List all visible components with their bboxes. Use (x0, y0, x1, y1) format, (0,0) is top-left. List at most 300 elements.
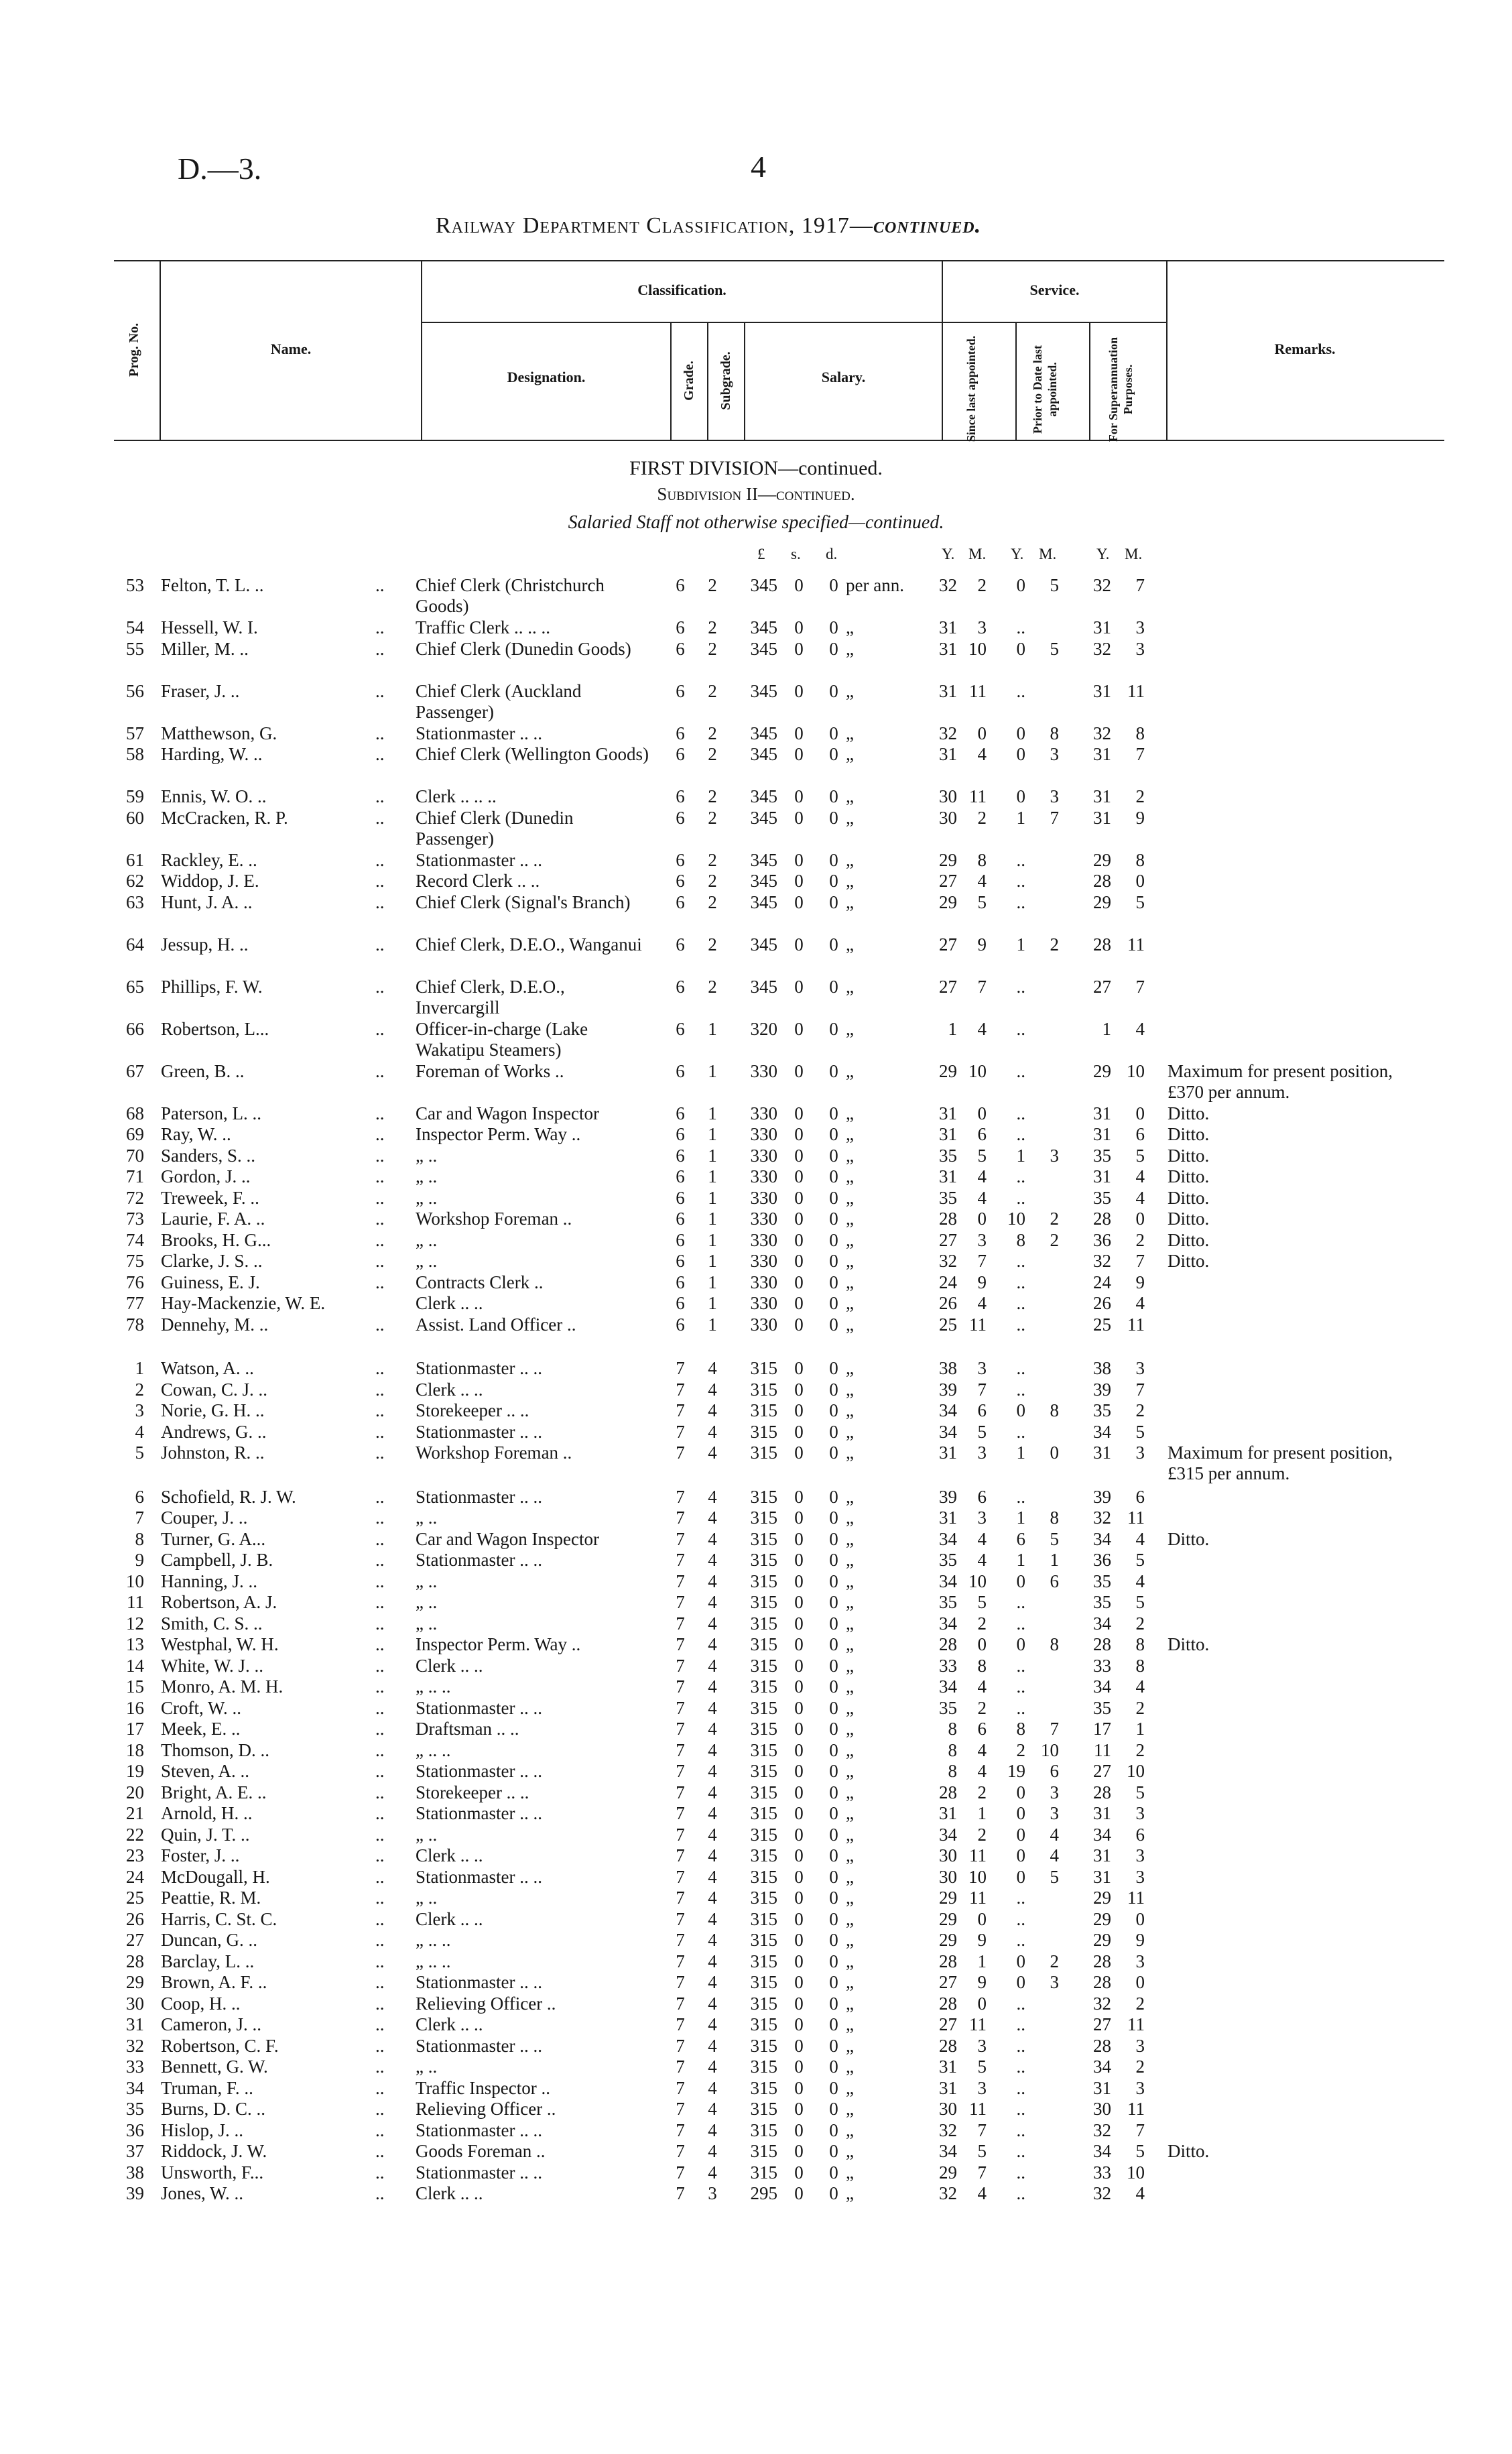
super-years: 29 (1093, 1060, 1111, 1081)
grade: 6 (676, 1272, 685, 1292)
since-last-months: 3 (977, 1443, 987, 1463)
prog-no: 54 (126, 617, 144, 637)
unit-years-1: Y. (942, 546, 955, 562)
leader-dots: .. (375, 1571, 385, 1591)
super-years: 35 (1093, 1187, 1111, 1208)
leader-dots: .. (375, 1824, 385, 1845)
leader-dots: .. (375, 1739, 385, 1760)
since-last-months: 0 (977, 1103, 987, 1123)
since-last-months: 2 (977, 1697, 987, 1718)
grade: 6 (676, 1103, 685, 1123)
salary-shillings: 0 (794, 1293, 804, 1313)
super-years: 34 (1093, 1613, 1111, 1634)
leader-dots: .. (375, 1358, 385, 1378)
leader-dots: .. (375, 1209, 385, 1229)
leader-dots: .. (375, 1592, 385, 1612)
salary-pounds: 345 (750, 575, 777, 595)
salary-pounds: 315 (750, 1697, 777, 1718)
prior-years: .. (1016, 617, 1025, 637)
super-years: 34 (1093, 2141, 1111, 2161)
designation: „ .. (416, 1824, 438, 1845)
designation: Chief Clerk, D.E.O., Wanganui (416, 934, 642, 955)
designation: „ .. .. (416, 1951, 451, 1971)
since-last-years: 34 (939, 2141, 957, 2161)
salary-shillings: 0 (794, 1761, 804, 1781)
salary-period: „ (846, 1443, 854, 1463)
staff-name: Coop, H. .. (161, 1993, 241, 2014)
staff-name: Bright, A. E. .. (161, 1782, 267, 1802)
since-last-years: 35 (939, 1592, 957, 1612)
super-months: 4 (1135, 1676, 1145, 1697)
salary-period: „ (846, 1888, 854, 1908)
since-last-months: 4 (977, 1293, 987, 1313)
prog-no: 62 (126, 871, 144, 891)
leader-dots: .. (375, 1655, 385, 1676)
salary-period: „ (846, 1676, 854, 1697)
subgrade: 4 (708, 1400, 717, 1420)
since-last-months: 11 (969, 680, 987, 701)
salary-pounds: 315 (750, 1951, 777, 1971)
salary-shillings: 0 (794, 934, 804, 955)
since-last-years: 29 (939, 2162, 957, 2183)
prog-no: 78 (126, 1314, 144, 1335)
grade: 6 (676, 1187, 685, 1208)
prog-no: 22 (126, 1824, 144, 1845)
remarks: Maximum for present position, £370 per annum. (1168, 1060, 1393, 1102)
salary-pounds: 345 (750, 617, 777, 637)
salary-pence: 0 (829, 1676, 838, 1697)
super-years: 28 (1093, 1972, 1111, 1992)
super-years: 35 (1093, 1145, 1111, 1166)
salary-pounds: 315 (750, 1550, 777, 1570)
super-years: 28 (1093, 871, 1111, 891)
designation: Stationmaster .. .. (416, 1803, 542, 1823)
prog-no: 31 (126, 2014, 144, 2034)
grade: 6 (676, 1060, 685, 1081)
prior-years: 1 (1016, 1550, 1025, 1570)
prior-months: 3 (1050, 786, 1059, 806)
super-months: 8 (1135, 849, 1145, 870)
grade: 6 (676, 1293, 685, 1313)
staff-name: McDougall, H. (161, 1866, 270, 1887)
super-months: 10 (1127, 2162, 1145, 2183)
grade: 7 (676, 1930, 685, 1950)
salary-pence: 0 (829, 1761, 838, 1781)
prior-years: .. (1016, 1697, 1025, 1718)
prog-no: 2 (135, 1379, 144, 1400)
leader-dots: .. (375, 976, 385, 997)
salary-pounds: 315 (750, 1528, 777, 1549)
salary-pence: 0 (829, 1124, 838, 1144)
prior-months: 2 (1050, 934, 1059, 955)
header-since-last-appointed: Since last appointed. (964, 335, 978, 442)
prior-years: .. (1016, 1358, 1025, 1378)
prog-no: 9 (135, 1550, 144, 1570)
prog-no: 39 (126, 2183, 144, 2203)
prior-years: .. (1016, 1187, 1025, 1208)
remarks: Ditto. (1168, 1145, 1210, 1166)
salary-pounds: 330 (750, 1272, 777, 1292)
salary-pounds: 345 (750, 807, 777, 828)
salary-pence: 0 (829, 1803, 838, 1823)
staff-name: Hay-Mackenzie, W. E. (161, 1293, 326, 1313)
since-last-years: 28 (939, 1951, 957, 1971)
prog-no: 72 (126, 1187, 144, 1208)
super-months: 8 (1135, 1634, 1145, 1654)
designation: Clerk .. .. (416, 1908, 483, 1929)
designation: Foreman of Works .. (416, 1060, 564, 1081)
subgrade: 4 (708, 1421, 717, 1442)
since-last-months: 10 (968, 1571, 987, 1591)
staff-name: Robertson, C. F. (161, 2035, 279, 2056)
salary-pounds: 315 (750, 1379, 777, 1400)
since-last-months: 5 (977, 2057, 987, 2077)
super-months: 5 (1135, 1592, 1145, 1612)
salary-period: „ (846, 1251, 854, 1271)
salary-pounds: 315 (750, 1845, 777, 1865)
prog-no: 73 (126, 1209, 144, 1229)
salary-shillings: 0 (794, 1930, 804, 1950)
salary-pounds: 315 (750, 1824, 777, 1845)
super-months: 11 (1127, 1508, 1145, 1528)
prior-years: .. (1016, 2162, 1025, 2183)
prior-years: .. (1016, 2077, 1025, 2098)
prog-no: 11 (127, 1592, 144, 1612)
super-years: 31 (1093, 1124, 1111, 1144)
staff-name: Hanning, J. .. (161, 1571, 257, 1591)
salary-period: „ (846, 1571, 854, 1591)
salary-period: „ (846, 1951, 854, 1971)
grade: 6 (676, 807, 685, 828)
designation: Chief Clerk (Auckland Passenger) (416, 680, 582, 722)
designation: „ .. (416, 1613, 438, 1634)
since-last-months: 4 (977, 2183, 987, 2203)
salary-period: „ (846, 1655, 854, 1676)
since-last-months: 2 (977, 1824, 987, 1845)
salary-shillings: 0 (794, 1803, 804, 1823)
salary-shillings: 0 (794, 1251, 804, 1271)
subgrade: 1 (708, 1229, 717, 1250)
super-years: 38 (1093, 1358, 1111, 1378)
since-last-months: 9 (977, 1972, 987, 1992)
staff-name: Smith, C. S. .. (161, 1613, 263, 1634)
super-months: 3 (1135, 1803, 1145, 1823)
prior-years: .. (1016, 1272, 1025, 1292)
prog-no: 76 (126, 1272, 144, 1292)
grade: 7 (676, 1655, 685, 1676)
salary-period: „ (846, 976, 854, 997)
salary-period: „ (846, 2014, 854, 2034)
salary-shillings: 0 (794, 1103, 804, 1123)
prior-months: 8 (1050, 1634, 1059, 1654)
salary-shillings: 0 (794, 892, 804, 912)
salary-pence: 0 (829, 1314, 838, 1335)
staff-name: Westphal, W. H. (161, 1634, 279, 1654)
prior-years: 0 (1016, 1951, 1025, 1971)
header-service: Service. (1029, 282, 1080, 298)
subgrade: 4 (708, 1379, 717, 1400)
since-last-years: 30 (939, 786, 957, 806)
leader-dots: .. (375, 2035, 385, 2056)
prog-no: 26 (126, 1908, 144, 1929)
subdivision-heading: Subdivision II—continued. (657, 484, 855, 504)
super-months: 4 (1135, 1571, 1145, 1591)
grade: 7 (676, 2183, 685, 2203)
super-months: 0 (1135, 1209, 1145, 1229)
subgrade: 4 (708, 1845, 717, 1865)
designation: Chief Clerk (Signal's Branch) (416, 892, 631, 912)
super-years: 32 (1093, 1993, 1111, 2014)
staff-name: Couper, J. .. (161, 1508, 248, 1528)
subgrade: 1 (708, 1124, 717, 1144)
salary-shillings: 0 (794, 575, 804, 595)
grade: 7 (676, 1613, 685, 1634)
subgrade: 3 (708, 2183, 717, 2203)
salary-shillings: 0 (794, 1676, 804, 1697)
since-last-years: 25 (939, 1314, 957, 1335)
salary-pence: 0 (829, 2183, 838, 2203)
subgrade: 2 (708, 892, 717, 912)
staff-name: Riddock, J. W. (161, 2141, 267, 2161)
salary-pence: 0 (829, 1421, 838, 1442)
prior-years: .. (1016, 1060, 1025, 1081)
salary-period: „ (846, 680, 854, 701)
subgrade: 4 (708, 1803, 717, 1823)
grade: 6 (676, 871, 685, 891)
subgrade: 2 (708, 807, 717, 828)
since-last-years: 39 (939, 1379, 957, 1400)
salary-pounds: 315 (750, 1443, 777, 1463)
subgrade: 4 (708, 1761, 717, 1781)
prior-months: 5 (1050, 1528, 1059, 1549)
designation: „ .. .. (416, 1930, 451, 1950)
subgrade: 2 (708, 723, 717, 743)
salary-pounds: 330 (750, 1251, 777, 1271)
salary-period: „ (846, 1803, 854, 1823)
super-years: 33 (1093, 1655, 1111, 1676)
staff-name: Foster, J. .. (161, 1845, 240, 1865)
prior-years: .. (1016, 1613, 1025, 1634)
salary-pence: 0 (829, 1018, 838, 1039)
since-last-months: 5 (977, 1592, 987, 1612)
subgrade: 4 (708, 1782, 717, 1802)
salary-pence: 0 (829, 1508, 838, 1528)
prior-years: 0 (1016, 744, 1025, 764)
since-last-years: 38 (939, 1358, 957, 1378)
prior-years: .. (1016, 2035, 1025, 2056)
grade: 6 (676, 1229, 685, 1250)
subgrade: 4 (708, 1508, 717, 1528)
super-years: 28 (1093, 2035, 1111, 2056)
salary-shillings: 0 (794, 2141, 804, 2161)
grade: 6 (676, 892, 685, 912)
since-last-months: 4 (977, 1550, 987, 1570)
prog-no: 36 (126, 2120, 144, 2140)
salary-pounds: 345 (750, 786, 777, 806)
designation: Traffic Inspector .. (416, 2077, 550, 2098)
designation: Relieving Officer .. (416, 2099, 556, 2119)
salary-period: „ (846, 1209, 854, 1229)
grade: 7 (676, 1634, 685, 1654)
salary-shillings: 0 (794, 871, 804, 891)
staff-name: Burns, D. C. .. (161, 2099, 266, 2119)
since-last-months: 11 (969, 1888, 987, 1908)
designation: Storekeeper .. .. (416, 1400, 529, 1420)
salary-shillings: 0 (794, 1655, 804, 1676)
salary-pounds: 315 (750, 1782, 777, 1802)
subgrade: 1 (708, 1060, 717, 1081)
grade: 7 (676, 1697, 685, 1718)
since-last-months: 3 (977, 1508, 987, 1528)
subgrade: 4 (708, 2162, 717, 2183)
staff-name: Widdop, J. E. (161, 871, 259, 891)
salary-shillings: 0 (794, 849, 804, 870)
super-months: 6 (1135, 1824, 1145, 1845)
prog-no: 23 (126, 1845, 144, 1865)
salary-pence: 0 (829, 1443, 838, 1463)
staff-name: Gordon, J. .. (161, 1166, 251, 1186)
leader-dots: .. (375, 1866, 385, 1887)
since-last-months: 7 (977, 1379, 987, 1400)
super-months: 11 (1127, 2099, 1145, 2119)
salary-period: „ (846, 934, 854, 955)
salary-period: „ (846, 1229, 854, 1250)
since-last-years: 32 (939, 723, 957, 743)
leader-dots: .. (375, 1187, 385, 1208)
prog-no: 10 (126, 1571, 144, 1591)
super-years: 36 (1093, 1550, 1111, 1570)
staff-name: Jones, W. .. (161, 2183, 244, 2203)
prior-years: 6 (1016, 1528, 1025, 1549)
salary-period: „ (846, 1845, 854, 1865)
since-last-years: 8 (948, 1719, 957, 1739)
super-months: 4 (1135, 1018, 1145, 1039)
super-months: 5 (1135, 1782, 1145, 1802)
prog-no: 67 (126, 1060, 144, 1081)
staff-name: Robertson, L... (161, 1018, 269, 1039)
prior-years: .. (1016, 2099, 1025, 2119)
subgrade: 4 (708, 1972, 717, 1992)
super-months: 2 (1135, 1400, 1145, 1420)
super-years: 39 (1093, 1486, 1111, 1507)
salary-period: „ (846, 2077, 854, 2098)
prior-years: .. (1016, 1993, 1025, 2014)
salary-pence: 0 (829, 2099, 838, 2119)
super-years: 31 (1093, 744, 1111, 764)
salary-pence: 0 (829, 1908, 838, 1929)
salary-pence: 0 (829, 2162, 838, 2183)
salary-period: „ (846, 1739, 854, 1760)
prog-no: 4 (135, 1421, 144, 1442)
super-months: 2 (1135, 786, 1145, 806)
super-years: 34 (1093, 1676, 1111, 1697)
since-last-months: 4 (977, 1187, 987, 1208)
prog-no: 3 (135, 1400, 144, 1420)
super-months: 6 (1135, 1486, 1145, 1507)
super-months: 3 (1135, 638, 1145, 659)
staff-name: Fraser, J. .. (161, 680, 240, 701)
salary-shillings: 0 (794, 744, 804, 764)
super-years: 34 (1093, 1824, 1111, 1845)
subgrade: 4 (708, 1592, 717, 1612)
super-years: 28 (1093, 1634, 1111, 1654)
since-last-years: 34 (939, 1400, 957, 1420)
salary-period: „ (846, 1293, 854, 1313)
staff-name: Duncan, G. .. (161, 1930, 257, 1950)
super-years: 34 (1093, 1528, 1111, 1549)
salary-pence: 0 (829, 1060, 838, 1081)
prior-years: 19 (1007, 1761, 1025, 1781)
prior-months: 8 (1050, 1508, 1059, 1528)
prior-years: 0 (1016, 1803, 1025, 1823)
salary-shillings: 0 (794, 1314, 804, 1335)
leader-dots: .. (375, 744, 385, 764)
prior-years: 0 (1016, 1571, 1025, 1591)
prior-months: 10 (1041, 1739, 1059, 1760)
staff-name: Harris, C. St. C. (161, 1908, 277, 1929)
salary-pounds: 330 (750, 1209, 777, 1229)
leader-dots: .. (375, 2120, 385, 2140)
unit-years-3: Y. (1096, 546, 1110, 562)
salary-shillings: 0 (794, 1124, 804, 1144)
prog-no: 77 (126, 1293, 144, 1313)
super-months: 11 (1127, 934, 1145, 955)
super-years: 33 (1093, 2162, 1111, 2183)
super-months: 3 (1135, 2077, 1145, 2098)
designation: „ .. (416, 1888, 438, 1908)
salary-shillings: 0 (794, 807, 804, 828)
super-years: 34 (1093, 2057, 1111, 2077)
leader-dots: .. (375, 1229, 385, 1250)
leader-dots: .. (375, 1761, 385, 1781)
since-last-years: 31 (939, 1103, 957, 1123)
grade: 7 (676, 1358, 685, 1378)
division-heading: FIRST DIVISION—continued. (629, 457, 883, 479)
salary-pence: 0 (829, 723, 838, 743)
prog-no: 35 (126, 2099, 144, 2119)
salary-pounds: 330 (750, 1124, 777, 1144)
prior-months: 3 (1050, 744, 1059, 764)
since-last-months: 9 (977, 1930, 987, 1950)
super-months: 5 (1135, 1421, 1145, 1442)
super-months: 5 (1135, 892, 1145, 912)
designation: „ .. (416, 1187, 438, 1208)
since-last-months: 5 (977, 1421, 987, 1442)
unit-months-2: M. (1039, 546, 1057, 562)
prog-no: 71 (126, 1166, 144, 1186)
salary-pence: 0 (829, 2077, 838, 2098)
designation: „ .. (416, 1251, 438, 1271)
subgrade: 4 (708, 2057, 717, 2077)
subgrade: 2 (708, 638, 717, 659)
designation: Stationmaster .. .. (416, 2035, 542, 2056)
salary-period: „ (846, 849, 854, 870)
salary-pounds: 315 (750, 2099, 777, 2119)
salary-shillings: 0 (794, 1739, 804, 1760)
subgrade: 4 (708, 1739, 717, 1760)
subgrade: 4 (708, 1486, 717, 1507)
prior-months: 3 (1050, 1782, 1059, 1802)
prior-years: .. (1016, 1592, 1025, 1612)
since-last-months: 10 (968, 1866, 987, 1887)
leader-dots: .. (375, 1251, 385, 1271)
designation: Clerk .. .. (416, 1293, 483, 1313)
salary-pence: 0 (829, 1251, 838, 1271)
since-last-months: 11 (969, 2099, 987, 2119)
leader-dots: .. (375, 1421, 385, 1442)
since-last-months: 8 (977, 1655, 987, 1676)
designation: Clerk .. .. (416, 1655, 483, 1676)
